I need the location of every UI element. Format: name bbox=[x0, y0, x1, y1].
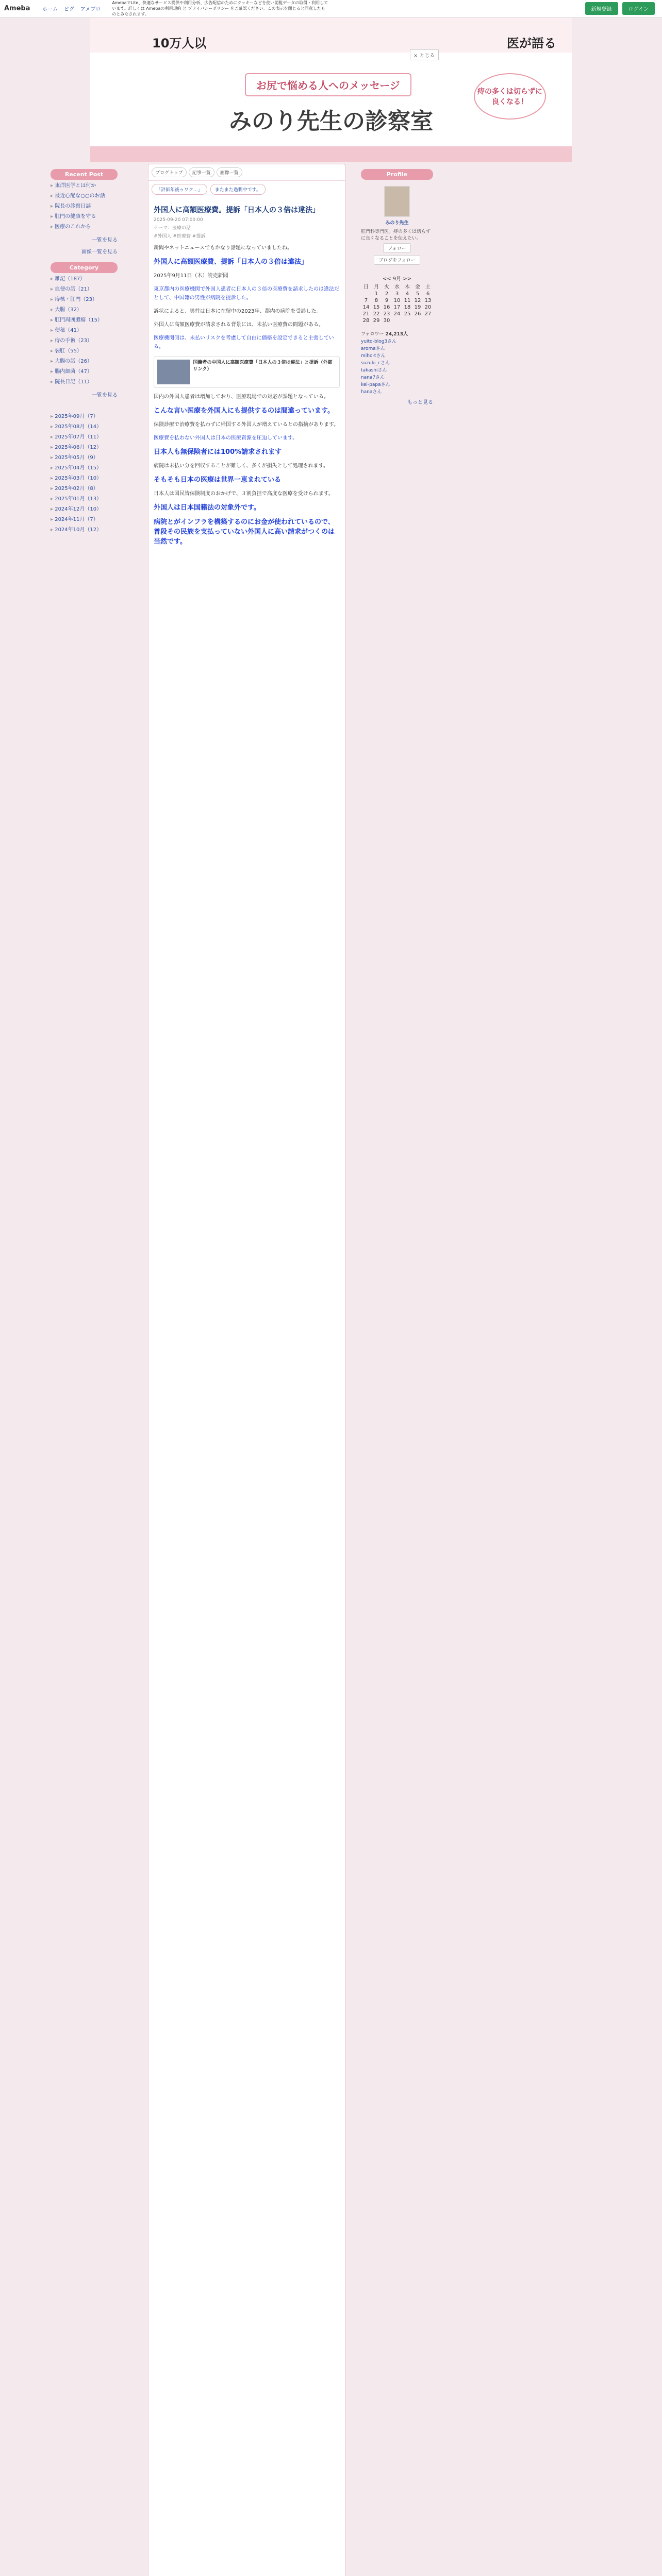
nav-home[interactable]: ホーム bbox=[42, 7, 58, 12]
recent-post-heading: Recent Post bbox=[51, 169, 118, 180]
entry-paragraph: 東京都内の医療機関で外国人患者に日本人の３倍の医療費を請求したのは違法だとして、中国籍の男性が病院を提訴した。 bbox=[154, 286, 339, 301]
entry-paragraph: 日本人は国民皆保険制度のおかげで、３割負担で高度な医療を受けられます。 bbox=[154, 491, 334, 497]
main-entry-column bbox=[148, 164, 345, 2576]
category-item[interactable]: ▸ 血便の話（21） bbox=[51, 284, 118, 295]
profile-name[interactable]: みのり先生 bbox=[385, 221, 409, 226]
avatar[interactable] bbox=[384, 186, 410, 217]
archive-item[interactable]: ▸ 2025年05月（9） bbox=[51, 453, 118, 463]
cal-day[interactable]: 24 bbox=[393, 311, 401, 317]
follower-item[interactable]: hanaさん bbox=[361, 389, 382, 395]
cal-day[interactable] bbox=[361, 291, 371, 297]
calendar-grid bbox=[361, 282, 433, 324]
entry-pager bbox=[148, 181, 345, 198]
register-button[interactable]: 新規登録 bbox=[585, 2, 618, 15]
followers-more-link[interactable]: もっと見る bbox=[407, 400, 433, 405]
top-bar bbox=[0, 0, 662, 18]
cal-day[interactable]: 30 bbox=[383, 318, 390, 324]
profile-heading: Profile bbox=[361, 169, 433, 180]
cal-day[interactable]: 29 bbox=[373, 318, 380, 324]
cal-day-header: 金 bbox=[415, 284, 420, 290]
cal-day[interactable]: 12 bbox=[414, 298, 421, 303]
cal-day[interactable]: 8 bbox=[374, 298, 378, 303]
cal-day[interactable]: 4 bbox=[405, 291, 409, 297]
category-item[interactable]: ▸ 裂肛（55） bbox=[51, 346, 118, 357]
archive-item[interactable]: ▸ 2025年04月（15） bbox=[51, 463, 118, 473]
follower-item[interactable]: nana7さん bbox=[361, 375, 385, 380]
cal-day-header: 月 bbox=[374, 284, 379, 290]
entry-heading: 外国人は日本国籍法の対象外です。 bbox=[154, 504, 260, 512]
category-item[interactable]: ▸ 院長日記（11） bbox=[51, 377, 118, 387]
entry-heading: こんな言い医療を外国人にも提供するのは間違っています。 bbox=[154, 407, 334, 415]
cal-day-header: 土 bbox=[425, 284, 431, 290]
cal-day-header: 日 bbox=[363, 284, 369, 290]
ameba-logo[interactable]: Ameba bbox=[4, 5, 30, 12]
blog-nav-tabs bbox=[148, 164, 345, 181]
category-item[interactable]: ▸ 腸内細菌（47） bbox=[51, 367, 118, 377]
cal-day-header: 水 bbox=[394, 284, 400, 290]
archive-list bbox=[51, 411, 118, 536]
recent-more-link[interactable]: 一覧を見る bbox=[92, 238, 118, 243]
cal-day[interactable]: 7 bbox=[364, 298, 368, 303]
blog-title[interactable]: みのり先生の診察室 bbox=[229, 108, 433, 134]
followers-count[interactable]: 24,213人 bbox=[385, 332, 408, 337]
cal-day[interactable] bbox=[412, 317, 423, 324]
follower-item[interactable]: takashiさん bbox=[361, 368, 387, 373]
cal-day[interactable]: 9 bbox=[385, 298, 389, 303]
cal-day[interactable]: 2 bbox=[385, 291, 389, 297]
tab-image-list[interactable]: 画像一覧 bbox=[217, 167, 242, 177]
nav-ameblo[interactable]: アメブロ bbox=[80, 7, 101, 12]
followers-label: フォロワー bbox=[361, 332, 384, 337]
login-button[interactable]: ログイン bbox=[622, 2, 655, 15]
archive-item[interactable]: ▸ 2024年12月（10） bbox=[51, 504, 118, 515]
archive-item[interactable]: ▸ 2025年01月（13） bbox=[51, 494, 118, 504]
profile-text: 肛門科専門医。痔の多くは切らずに良くなることを伝えたい。 bbox=[361, 229, 431, 241]
cal-day[interactable]: 25 bbox=[404, 311, 411, 317]
recent-post-item[interactable]: ▸ 医療のこれから bbox=[51, 222, 118, 232]
blog-follow-button[interactable]: ブログをフォロー bbox=[374, 255, 420, 265]
cal-day[interactable]: 27 bbox=[424, 311, 432, 317]
cal-day[interactable]: 21 bbox=[362, 311, 370, 317]
recent-post-item[interactable]: ▸ 院長の診察日誌 bbox=[51, 201, 118, 212]
entry-paragraph: 新聞やネットニュースでもかなり話題になっていましたね。 bbox=[154, 245, 293, 251]
entry-hashtags[interactable]: #外国人 #医療費 #提訴 bbox=[154, 234, 206, 239]
entry-heading: 外国人に高額医療費、提訴「日本人の３倍は違法」 bbox=[154, 258, 308, 266]
ad-banner[interactable] bbox=[90, 18, 572, 53]
cal-day[interactable]: 5 bbox=[416, 291, 420, 297]
cookie-notice: AmebaでLite、快適なサービス提供や利用分析、広告配信のためにクッキーなどを使い閲覧データの取得・利用しています。詳しくは Amebaの利用規約 と プライバシーポリシー をご確認ください。この表示を閉じると同意したものとみなされます。 bbox=[112, 1, 328, 16]
cal-day[interactable]: 6 bbox=[426, 291, 430, 297]
archive-item[interactable]: ▸ 2024年10月（12） bbox=[51, 525, 118, 535]
entry-paragraph: 国内の外国人患者は増加しており、医療現場での対応が課題となっている。 bbox=[154, 394, 329, 400]
cal-day-header: 木 bbox=[405, 284, 410, 290]
entry-paragraph: 2025年9月11日（木）読売新聞 bbox=[154, 273, 228, 279]
category-item[interactable]: ▸ 便秘（41） bbox=[51, 326, 118, 336]
category-item[interactable]: ▸ 大腸（32） bbox=[51, 305, 118, 315]
cal-day[interactable]: 19 bbox=[414, 304, 421, 310]
tab-blog-top[interactable]: ブログトップ bbox=[152, 167, 187, 177]
right-sidebar bbox=[361, 164, 433, 408]
tab-entry-list[interactable]: 記事一覧 bbox=[189, 167, 214, 177]
entry-heading: 日本人も無保険者には100%請求されます bbox=[154, 448, 282, 456]
speech-bubble: 痔の多くは切らずに良くなる！ bbox=[474, 73, 546, 120]
entry-title[interactable]: 外国人に高額医療費。提訴「日本人の３倍は違法」 bbox=[154, 206, 320, 214]
left-sidebar bbox=[51, 164, 118, 536]
calendar-title[interactable]: << 9月 >> bbox=[382, 276, 412, 282]
follower-item[interactable]: kei-papaさん bbox=[361, 382, 390, 387]
cal-day[interactable]: 23 bbox=[383, 311, 390, 317]
follower-item[interactable]: yuito-blog3さん bbox=[361, 339, 397, 344]
category-item[interactable]: ▸ 肛門周囲膿瘍（15） bbox=[51, 315, 118, 326]
cal-day[interactable]: 20 bbox=[424, 304, 432, 310]
recent-post-item[interactable]: ▸ 最近心配な○○のお話 bbox=[51, 191, 118, 201]
cal-day[interactable]: 16 bbox=[383, 304, 390, 310]
entry-paragraph: 訴状によると、男性は日本に在留中の2023年、都内の病院を受診した。 bbox=[154, 309, 322, 314]
archive-item[interactable]: ▸ 2025年08月（14） bbox=[51, 422, 118, 432]
banner-decoration bbox=[90, 146, 572, 162]
entry-body bbox=[148, 198, 345, 555]
next-entry-link[interactable]: またまた過剰中です。 bbox=[210, 184, 266, 195]
link-card[interactable] bbox=[154, 356, 340, 388]
link-card-title: 国籍者の中国人に高額医療費「日本人の３倍は違法」と提訴（外部リンク） bbox=[193, 360, 333, 372]
prev-entry-link[interactable]: 「評価年後ゥワク...」 bbox=[152, 184, 207, 195]
archive-item[interactable]: ▸ 2025年07月（11） bbox=[51, 432, 118, 443]
entry-paragraph: 保険診療で治療費を払わずに帰国する外国人が増えているとの指摘があります。 bbox=[154, 422, 339, 428]
entry-paragraph: 外国人に高額医療費が請求される背景には、未払い医療費の問題がある。 bbox=[154, 322, 324, 328]
cal-day[interactable]: 18 bbox=[404, 304, 411, 310]
calendar bbox=[361, 274, 433, 324]
followers-header bbox=[361, 331, 433, 338]
entry-paragraph: 医療機関側は、未払いリスクを考慮して自由に価格を設定できると主張している。 bbox=[154, 335, 334, 350]
recent-post-item[interactable]: ▸ 肛門の健康を守る bbox=[51, 212, 118, 222]
cal-day[interactable]: 17 bbox=[393, 304, 401, 310]
follower-item[interactable]: miho-tさん bbox=[361, 353, 386, 359]
follow-button[interactable]: フォロー bbox=[383, 243, 411, 253]
cal-day[interactable]: 11 bbox=[404, 298, 411, 303]
blog-subtitle: お尻で悩める人へのメッセージ bbox=[245, 73, 411, 96]
entry-paragraph: 医療費を払わない外国人は日本の医療資源を圧迫しています。 bbox=[154, 435, 298, 441]
archive-item[interactable]: ▸ 2025年06月（12） bbox=[51, 443, 118, 453]
recent-post-list bbox=[51, 180, 118, 233]
cal-day[interactable] bbox=[392, 317, 402, 324]
recent-post-item[interactable]: ▸ 東洋医学とは何か bbox=[51, 181, 118, 191]
entry-theme[interactable]: テーマ：医療の話 bbox=[154, 226, 191, 231]
entry-paragraph: 病院は未払い分を回収することが難しく、多くが損失として処理されます。 bbox=[154, 463, 328, 469]
cal-day[interactable] bbox=[423, 317, 433, 324]
cal-day[interactable]: 10 bbox=[393, 298, 401, 303]
top-nav bbox=[42, 5, 101, 12]
nav-pigg[interactable]: ピグ bbox=[64, 7, 74, 12]
ad-text-left: 10万人以 bbox=[152, 36, 207, 50]
archive-item[interactable]: ▸ 2025年02月（8） bbox=[51, 484, 118, 494]
entry-heading: 病院とがインフラを構築するのにお金が使われているので、普段その民族を支払っていない外国人に高い請求がつくのは当然です。 bbox=[154, 518, 335, 546]
ad-close-button[interactable]: × とじる bbox=[410, 49, 439, 60]
archive-item[interactable]: ▸ 2024年11月（7） bbox=[51, 515, 118, 525]
category-list bbox=[51, 273, 118, 388]
follower-item[interactable]: suzuki_cさん bbox=[361, 361, 390, 366]
image-list-link[interactable]: 画像一覧を見る bbox=[81, 249, 118, 255]
cal-day[interactable]: 28 bbox=[362, 318, 370, 324]
link-card-thumbnail bbox=[157, 360, 190, 384]
cal-day[interactable]: 3 bbox=[395, 291, 399, 297]
archive-item[interactable]: ▸ 2025年03月（10） bbox=[51, 473, 118, 484]
category-more-link[interactable]: 一覧を見る bbox=[92, 393, 118, 398]
followers-box bbox=[361, 331, 433, 408]
category-item[interactable]: ▸ 痔核・肛門（23） bbox=[51, 295, 118, 305]
category-heading: Category bbox=[51, 262, 118, 273]
cal-day[interactable] bbox=[402, 317, 412, 324]
archive-item[interactable]: ▸ 2025年09月（7） bbox=[51, 412, 118, 422]
profile-box bbox=[361, 180, 433, 269]
follower-item[interactable]: aromaさん bbox=[361, 346, 385, 351]
category-item[interactable]: ▸ 痔の手術（23） bbox=[51, 336, 118, 346]
cal-day[interactable]: 22 bbox=[373, 311, 380, 317]
cal-day[interactable]: 15 bbox=[373, 304, 380, 310]
entry-date: 2025-09-20 07:00:00 bbox=[154, 217, 203, 223]
cal-day[interactable]: 1 bbox=[374, 291, 378, 297]
cal-day[interactable]: 13 bbox=[424, 298, 432, 303]
cal-day-header: 火 bbox=[384, 284, 389, 290]
entry-heading: そもそも日本の医療は世界一恵まれている bbox=[154, 476, 282, 484]
blog-header-banner bbox=[90, 18, 572, 162]
category-item[interactable]: ▸ 雑記（187） bbox=[51, 274, 118, 284]
cal-day[interactable]: 14 bbox=[362, 304, 370, 310]
category-item[interactable]: ▸ 大腸の話（26） bbox=[51, 357, 118, 367]
cal-day[interactable]: 26 bbox=[414, 311, 421, 317]
ad-text-right: 医が語る bbox=[507, 36, 556, 50]
